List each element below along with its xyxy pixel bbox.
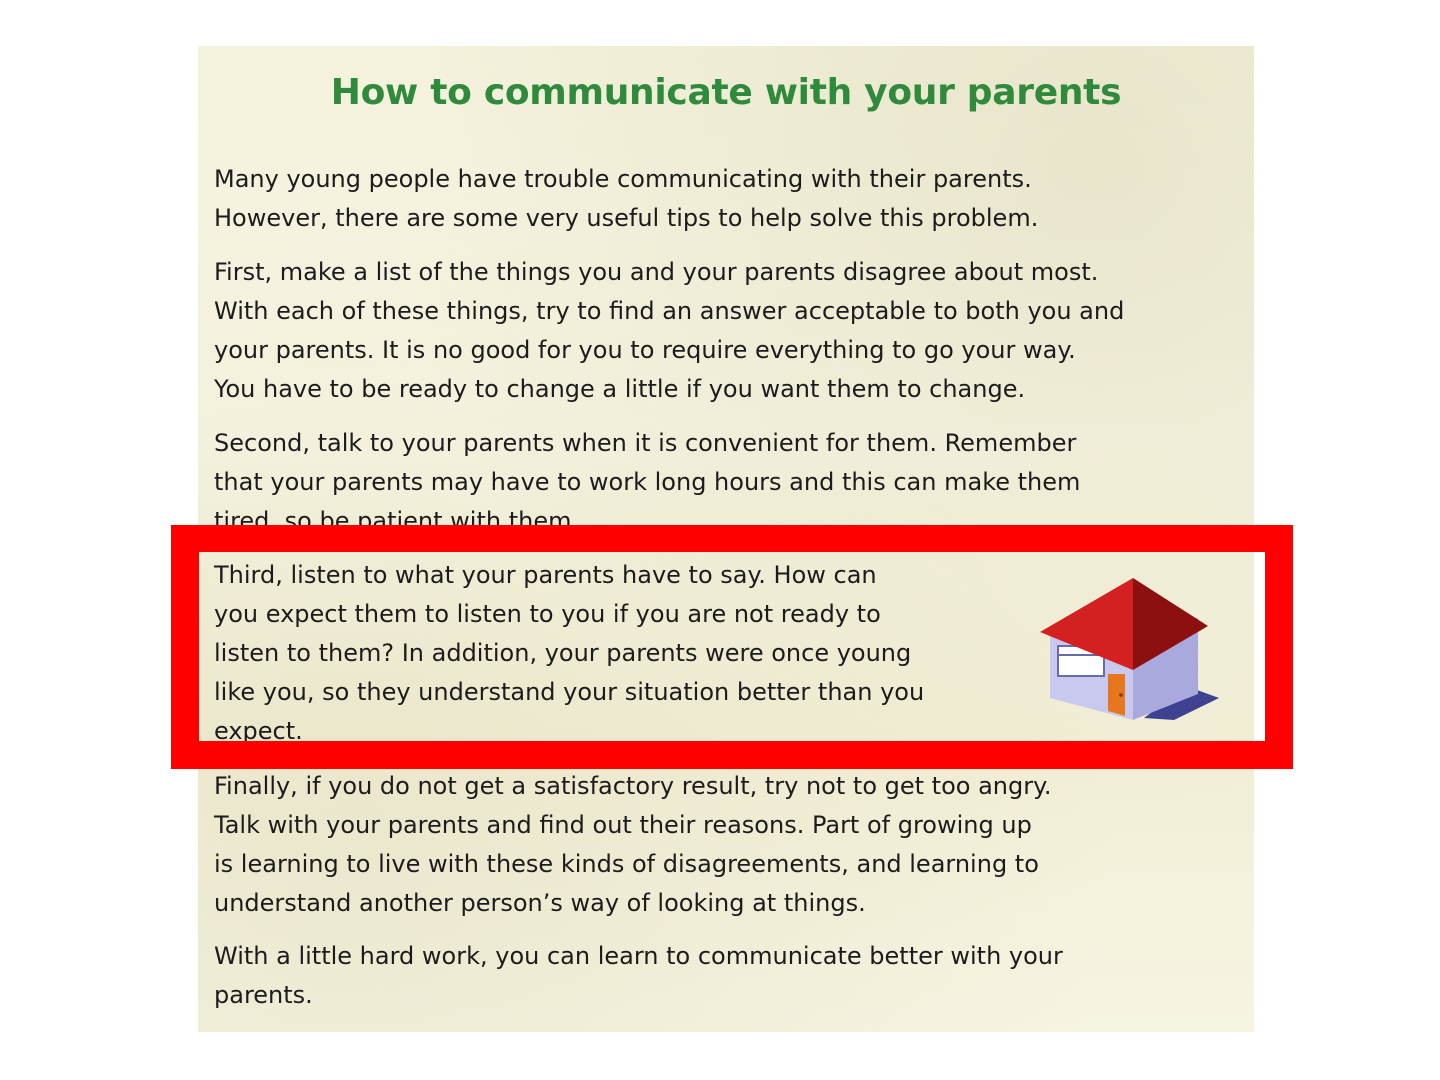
text-line: like you, so they understand your situation better than you	[214, 678, 925, 706]
text-line: Third, listen to what your parents have to say. How can	[214, 561, 877, 589]
text-line: understand another person’s way of looking at things.	[214, 889, 866, 917]
text-line: tired, so be patient with them.	[214, 507, 580, 535]
text-line: your parents. It is no good for you to require everything to go your way.	[214, 336, 1076, 364]
text-line: parents.	[214, 981, 313, 1009]
text-line: you expect them to listen to you if you are not ready to	[214, 600, 881, 628]
paragraph-conclusion	[214, 937, 1063, 1015]
text-line: expect.	[214, 717, 303, 745]
text-line: listen to them? In addition, your parents were once young	[214, 639, 912, 667]
text-line: However, there are some very useful tips to help solve this problem.	[214, 204, 1039, 232]
paragraph-intro	[214, 160, 1038, 238]
text-line: You have to be ready to change a little if you want them to change.	[214, 375, 1026, 403]
text-line: First, make a list of the things you and your parents disagree about most.	[214, 258, 1099, 286]
highlight-box	[171, 525, 1293, 769]
text-line: Many young people have trouble communicating with their parents.	[214, 165, 1032, 193]
article-title: How to communicate with your parents	[330, 72, 1122, 113]
paragraph-second	[214, 424, 1080, 541]
text-line: With a little hard work, you can learn to communicate better with your	[214, 942, 1063, 970]
text-line: that your parents may have to work long hours and this can make them	[214, 468, 1081, 496]
text-line: With each of these things, try to find an answer acceptable to both you and	[214, 297, 1125, 325]
text-line: is learning to live with these kinds of disagreements, and learning to	[214, 850, 1039, 878]
paragraph-first	[214, 253, 1124, 409]
text-line: Second, talk to your parents when it is convenient for them. Remember	[214, 429, 1077, 457]
paragraph-finally	[214, 767, 1052, 923]
text-line: Finally, if you do not get a satisfactory result, try not to get too angry.	[214, 772, 1052, 800]
text-line: Talk with your parents and find out their reasons. Part of growing up	[214, 811, 1032, 839]
